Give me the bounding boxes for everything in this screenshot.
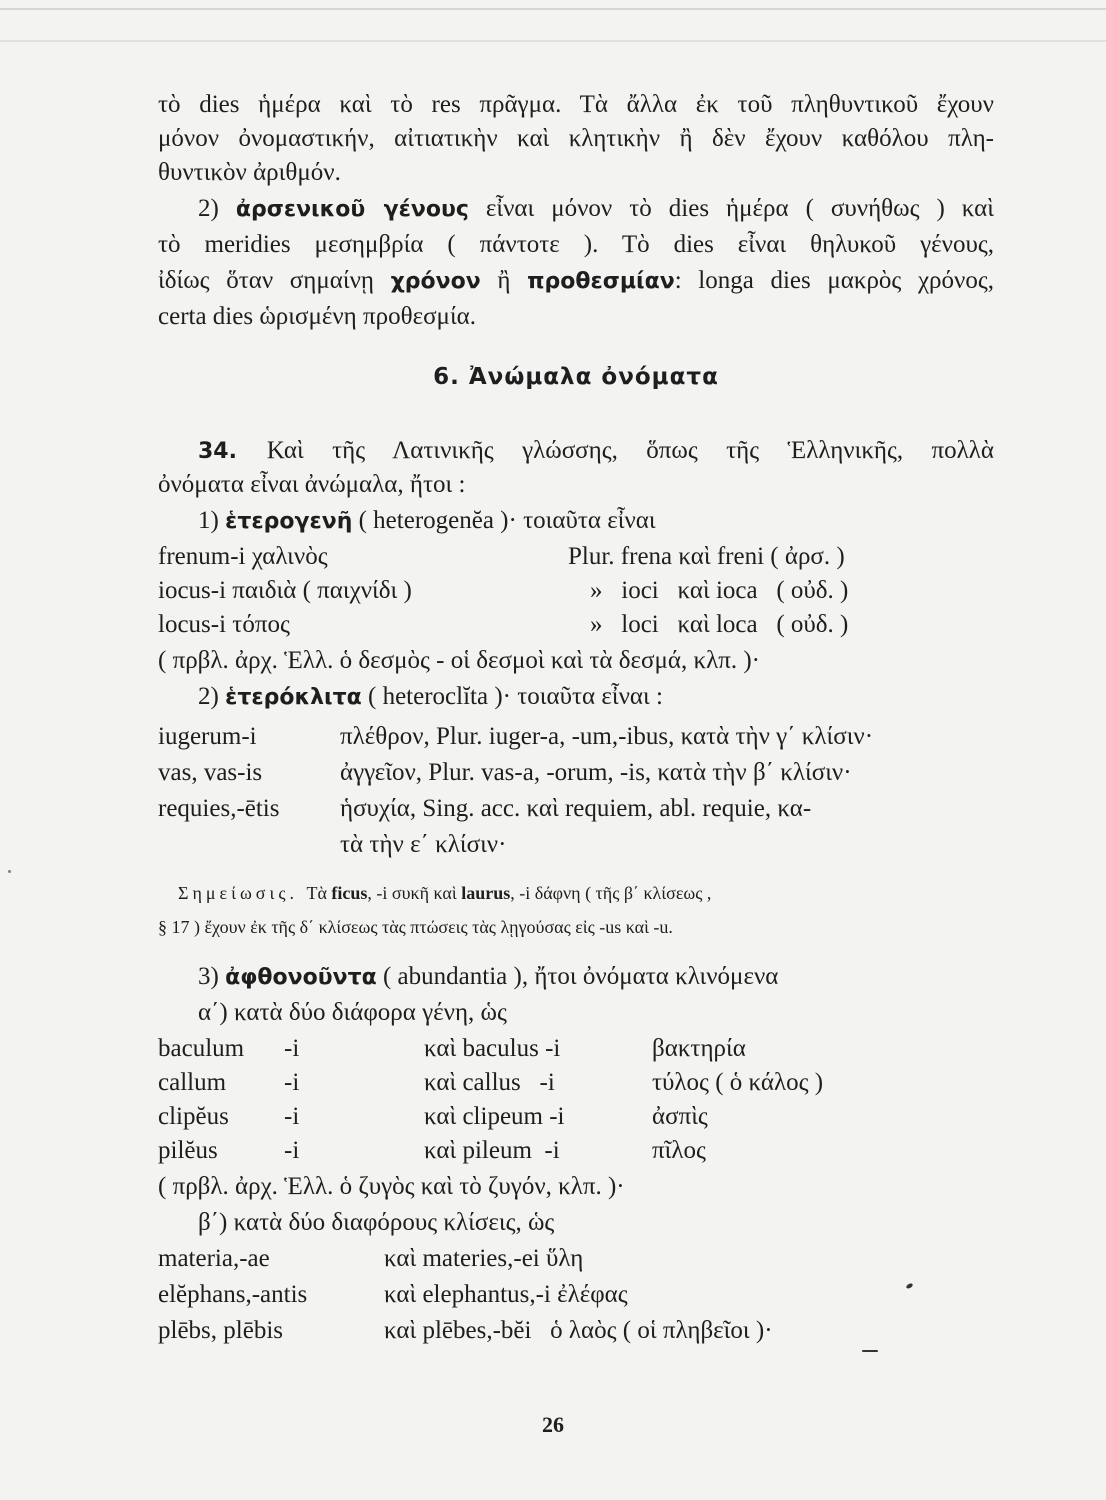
note-line bbox=[178, 876, 994, 910]
text-span: ἰδίως ὅταν σημαίνῃ bbox=[158, 267, 391, 294]
table-cell: -i bbox=[284, 1069, 300, 1096]
table-cell: καὶ plēbes,-bĕi ὁ λαὸς ( οἱ πληβεῖοι )· bbox=[384, 1317, 773, 1344]
bold-term: χρόνον bbox=[390, 269, 481, 294]
text-line: θυντικὸν ἀριθμόν. bbox=[158, 159, 341, 186]
paragraph-number: 34. bbox=[198, 439, 267, 464]
text-line bbox=[198, 192, 994, 227]
table-cell: iugerum-i bbox=[158, 723, 257, 750]
text-line: τὸ meridies μεσημβρία ( πάντοτε ). Τὸ dies εἶναι θηλυκοῦ γένους, bbox=[158, 231, 994, 258]
section-heading: 6. Ἀνώμαλα ὀνόματα bbox=[433, 364, 719, 390]
text-span: , -i δάφνη ( τῆς β΄ κλίσεως , bbox=[510, 883, 712, 903]
table-cell: clipĕus bbox=[158, 1103, 229, 1130]
list-number: 2) bbox=[198, 195, 236, 222]
table-cell: -i bbox=[284, 1137, 300, 1164]
text-line: τὰ τὴν ε΄ κλίσιν· bbox=[340, 831, 507, 858]
list-number: 3) bbox=[198, 963, 226, 990]
text-line bbox=[198, 680, 994, 715]
text-line: ὀνόματα εἶναι ἀνώμαλα, ἤτοι : bbox=[158, 471, 466, 498]
table-cell: καὶ baculus -i bbox=[424, 1035, 561, 1062]
text-span: Τὰ bbox=[306, 883, 332, 903]
table-cell: πλέθρον, Plur. iuger-a, -um,-ibus, κατὰ τὴν γ΄ κλίσιν· bbox=[340, 723, 874, 750]
text-span: : longa dies μακρὸς χρόνος, bbox=[674, 267, 994, 294]
table-cell: frenum-i χαλινὸς bbox=[158, 543, 328, 570]
table-cell: locus-i τόπος bbox=[158, 611, 290, 638]
table-cell: καὶ materies,-ei ὕλη bbox=[384, 1245, 584, 1272]
text-span: ( heterogenĕa )· τοιαῦτα εἶναι bbox=[352, 507, 656, 534]
table-cell: baculum bbox=[158, 1035, 245, 1062]
text-line bbox=[198, 504, 994, 539]
table-cell: » ioci καὶ ioca ( οὐδ. ) bbox=[590, 577, 849, 604]
table-cell: pilĕus bbox=[158, 1137, 218, 1164]
page-number: 26 bbox=[542, 1412, 564, 1437]
table-cell: Plur. frena καὶ freni ( ἀρσ. ) bbox=[568, 543, 845, 570]
ink-speck bbox=[905, 1283, 913, 1290]
table-cell: -i bbox=[284, 1035, 300, 1062]
text-line: μόνον ὀνομαστικήν, αἰτιατικὴν καὶ κλητικὴν ἢ δὲν ἔχουν καθόλου πλη- bbox=[158, 125, 994, 152]
ink-speck bbox=[8, 870, 11, 873]
table-cell: callum bbox=[158, 1069, 227, 1096]
text-span: ( heteroclĭta )· τοιαῦτα εἶναι : bbox=[361, 683, 663, 710]
text-line: α΄) κατὰ δύο διάφορα γένη, ὡς bbox=[198, 999, 507, 1026]
bold-term: ἑτερόκλιτα bbox=[225, 685, 362, 710]
text-span: , -i συκῆ καὶ bbox=[367, 883, 462, 903]
text-line: ( πρβλ. ἀρχ. Ἑλλ. ὁ ζυγὸς καὶ τὸ ζυγόν, κλπ. )· bbox=[158, 1173, 625, 1200]
bold-term: laurus bbox=[461, 883, 511, 903]
table-cell: καὶ pileum -i bbox=[424, 1137, 560, 1164]
bold-term: ἑτερογενῆ bbox=[225, 509, 353, 534]
note-label: Σημείωσις. bbox=[178, 883, 307, 903]
bold-term: ficus bbox=[331, 883, 368, 903]
text-line: τὸ dies ἡμέρα καὶ τὸ res πρᾶγμα. Τὰ ἄλλα ἐκ τοῦ πληθυντικοῦ ἔχουν bbox=[158, 91, 994, 118]
table-cell: καὶ callus -i bbox=[424, 1069, 555, 1096]
ink-speck bbox=[862, 1350, 878, 1352]
text-line bbox=[198, 434, 994, 469]
text-span: ἢ bbox=[480, 267, 528, 294]
text-span: εἶναι μόνον τὸ dies ἡμέρα ( συνήθως ) καὶ bbox=[468, 195, 994, 222]
table-cell: » loci καὶ loca ( οὐδ. ) bbox=[590, 611, 849, 638]
text-line bbox=[198, 960, 994, 995]
table-cell: plēbs, plēbis bbox=[158, 1317, 283, 1344]
bold-term: ἀφθονοῦντα bbox=[225, 965, 377, 990]
table-cell: ἡσυχία, Sing. acc. καὶ requiem, abl. requie, κα- bbox=[340, 795, 812, 822]
scan-edge-line bbox=[0, 8, 1106, 10]
text-span: Καὶ τῆς Λατινικῆς γλώσσης, ὅπως τῆς Ἑλληνικῆς, πολλὰ bbox=[266, 437, 994, 464]
bold-term: ἀρσενικοῦ γένους bbox=[235, 197, 469, 222]
table-cell: iocus-i παιδιὰ ( παιχνίδι ) bbox=[158, 577, 412, 604]
text-span: ( abundantia ), ἤτοι ὀνόματα κλινόμενα bbox=[376, 963, 779, 990]
table-cell: ἀσπὶς bbox=[652, 1103, 708, 1130]
table-cell: requies,-ētis bbox=[158, 795, 280, 822]
table-cell: ἀγγεῖον, Plur. vas-a, -orum, -is, κατὰ τὴν β΄ κλίσιν· bbox=[340, 759, 852, 786]
text-line: β΄) κατὰ δύο διαφόρους κλίσεις, ὡς bbox=[198, 1209, 555, 1236]
scan-edge-line bbox=[0, 40, 1106, 42]
table-cell: vas, vas-is bbox=[158, 759, 263, 786]
text-line: certa dies ὡρισμένη προθεσμία. bbox=[158, 303, 477, 330]
list-number: 2) bbox=[198, 683, 226, 710]
list-number: 1) bbox=[198, 507, 226, 534]
text-line bbox=[158, 264, 994, 299]
text-line: ( πρβλ. ἀρχ. Ἑλλ. ὁ δεσμὸς - οἱ δεσμοὶ καὶ τὰ δεσμά, κλπ. )· bbox=[158, 647, 760, 674]
note-line: § 17 ) ἔχουν ἐκ τῆς δ΄ κλίσεως τὰς πτώσεις τὰς λῃγούσας εἰς -us καὶ -u. bbox=[158, 917, 673, 937]
table-cell: elĕphans,-antis bbox=[158, 1281, 308, 1308]
table-cell: τύλος ( ὁ κάλος ) bbox=[652, 1069, 824, 1096]
bold-term: προθεσμίαν bbox=[527, 269, 675, 294]
table-cell: καὶ elephantus,-i ἐλέφας bbox=[384, 1281, 628, 1308]
table-cell: materia,-ae bbox=[158, 1245, 270, 1272]
table-cell: βακτηρία bbox=[652, 1035, 746, 1062]
table-cell: καὶ clipeum -i bbox=[424, 1103, 565, 1130]
table-cell: πῖλος bbox=[652, 1137, 706, 1164]
table-cell: -i bbox=[284, 1103, 300, 1130]
